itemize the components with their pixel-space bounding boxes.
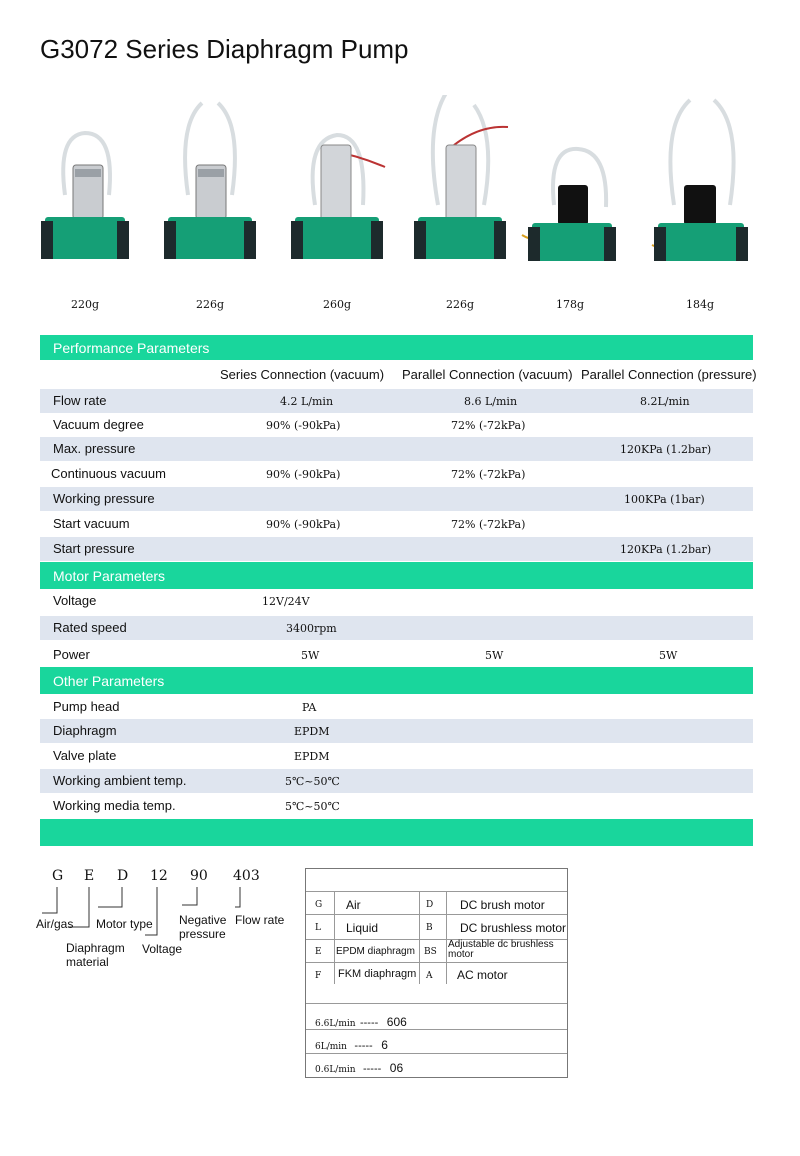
code-label: Motor type [96,917,153,931]
table-row: Flow rate 4.2 L/min 8.6 L/min 8.2L/min [40,389,753,413]
column-header: Series Connection (vacuum) [220,367,385,382]
page-title: G3072 Series Diaphragm Pump [40,34,409,64]
legend-key: L [315,923,321,933]
product-weight: 226g [195,298,225,311]
table-row: Pump head PA [53,699,317,714]
model-legend-table [305,868,568,1078]
legend-key: A [426,971,433,981]
table-row: Power 5W 5W 5W [53,647,678,662]
pump-image [35,95,135,275]
pump-image [410,95,510,275]
pump-image [160,95,260,275]
flow-code-row: 6.6L/min ----- 606 [315,1015,407,1029]
table-row: Working media temp. 5℃~50℃ [53,798,340,813]
code-letter: 403 [233,868,260,884]
code-letter: E [84,868,95,884]
table-row: Max. pressure 120KPa (1.2bar) [40,437,753,461]
product-weight: 220g [70,298,100,311]
flow-code-row: 0.6L/min ----- 06 [315,1061,404,1075]
legend-key: G [315,900,323,910]
code-label: Air/gas [36,917,74,931]
product-weight: 226g [445,298,475,311]
table-row: Working ambient temp. 5℃~50℃ [40,769,753,793]
code-label: Diaphragm material [66,941,125,969]
code-letter: G [52,868,64,884]
code-letter: 90 [190,868,208,884]
legend-text: Adjustable dc brushless motor [448,939,554,960]
table-row: Rated speed 3400rpm [40,616,753,640]
section-header-other: Other Parameters [40,667,753,694]
flow-code-row: 6L/min ----- 6 [315,1038,388,1052]
code-label: Negative pressure [179,913,227,941]
table-row: Continuous vacuum 90% (-90kPa) 72% (-72kPa) [51,466,526,481]
section-header-motor: Motor Parameters [40,562,753,589]
legend-text: EPDM diaphragm [336,946,415,957]
legend-text: DC brushless motor [460,921,567,935]
code-letter: D [117,868,129,884]
section-header-performance: Performance Parameters [40,335,753,360]
code-label: Flow rate [235,913,285,927]
legend-text: DC brush motor [460,898,545,912]
column-header: Parallel Connection (pressure) [581,367,757,382]
legend-text: FKM diaphragm [338,968,417,980]
table-row: Voltage 12V/24V [53,593,310,608]
product-weight: 178g [555,298,585,311]
product-weight: 260g [322,298,352,311]
legend-key: BS [424,947,437,957]
table-row: Start vacuum 90% (-90kPa) 72% (-72kPa) [53,516,526,531]
section-footer-band [40,819,753,846]
table-row: Working pressure 100KPa (1bar) [40,487,753,511]
column-header: Parallel Connection (vacuum) [402,367,573,382]
table-row: Valve plate EPDM [53,748,330,763]
product-weight: 184g [685,298,715,311]
legend-key: D [426,900,434,910]
legend-text: Air [346,898,361,912]
pump-image [287,95,387,275]
pump-image [520,95,620,275]
code-label: Voltage [142,942,183,956]
table-row: Vacuum degree 90% (-90kPa) 72% (-72kPa) [53,417,526,432]
legend-key: F [315,971,322,981]
legend-key: E [315,947,322,957]
legend-key: B [426,923,433,933]
legend-text: AC motor [457,968,508,982]
legend-text: Liquid [346,921,379,935]
table-row: Diaphragm EPDM [40,719,753,743]
code-letter: 12 [150,868,168,884]
table-row: Start pressure 120KPa (1.2bar) [40,537,753,561]
pump-image [650,95,750,275]
